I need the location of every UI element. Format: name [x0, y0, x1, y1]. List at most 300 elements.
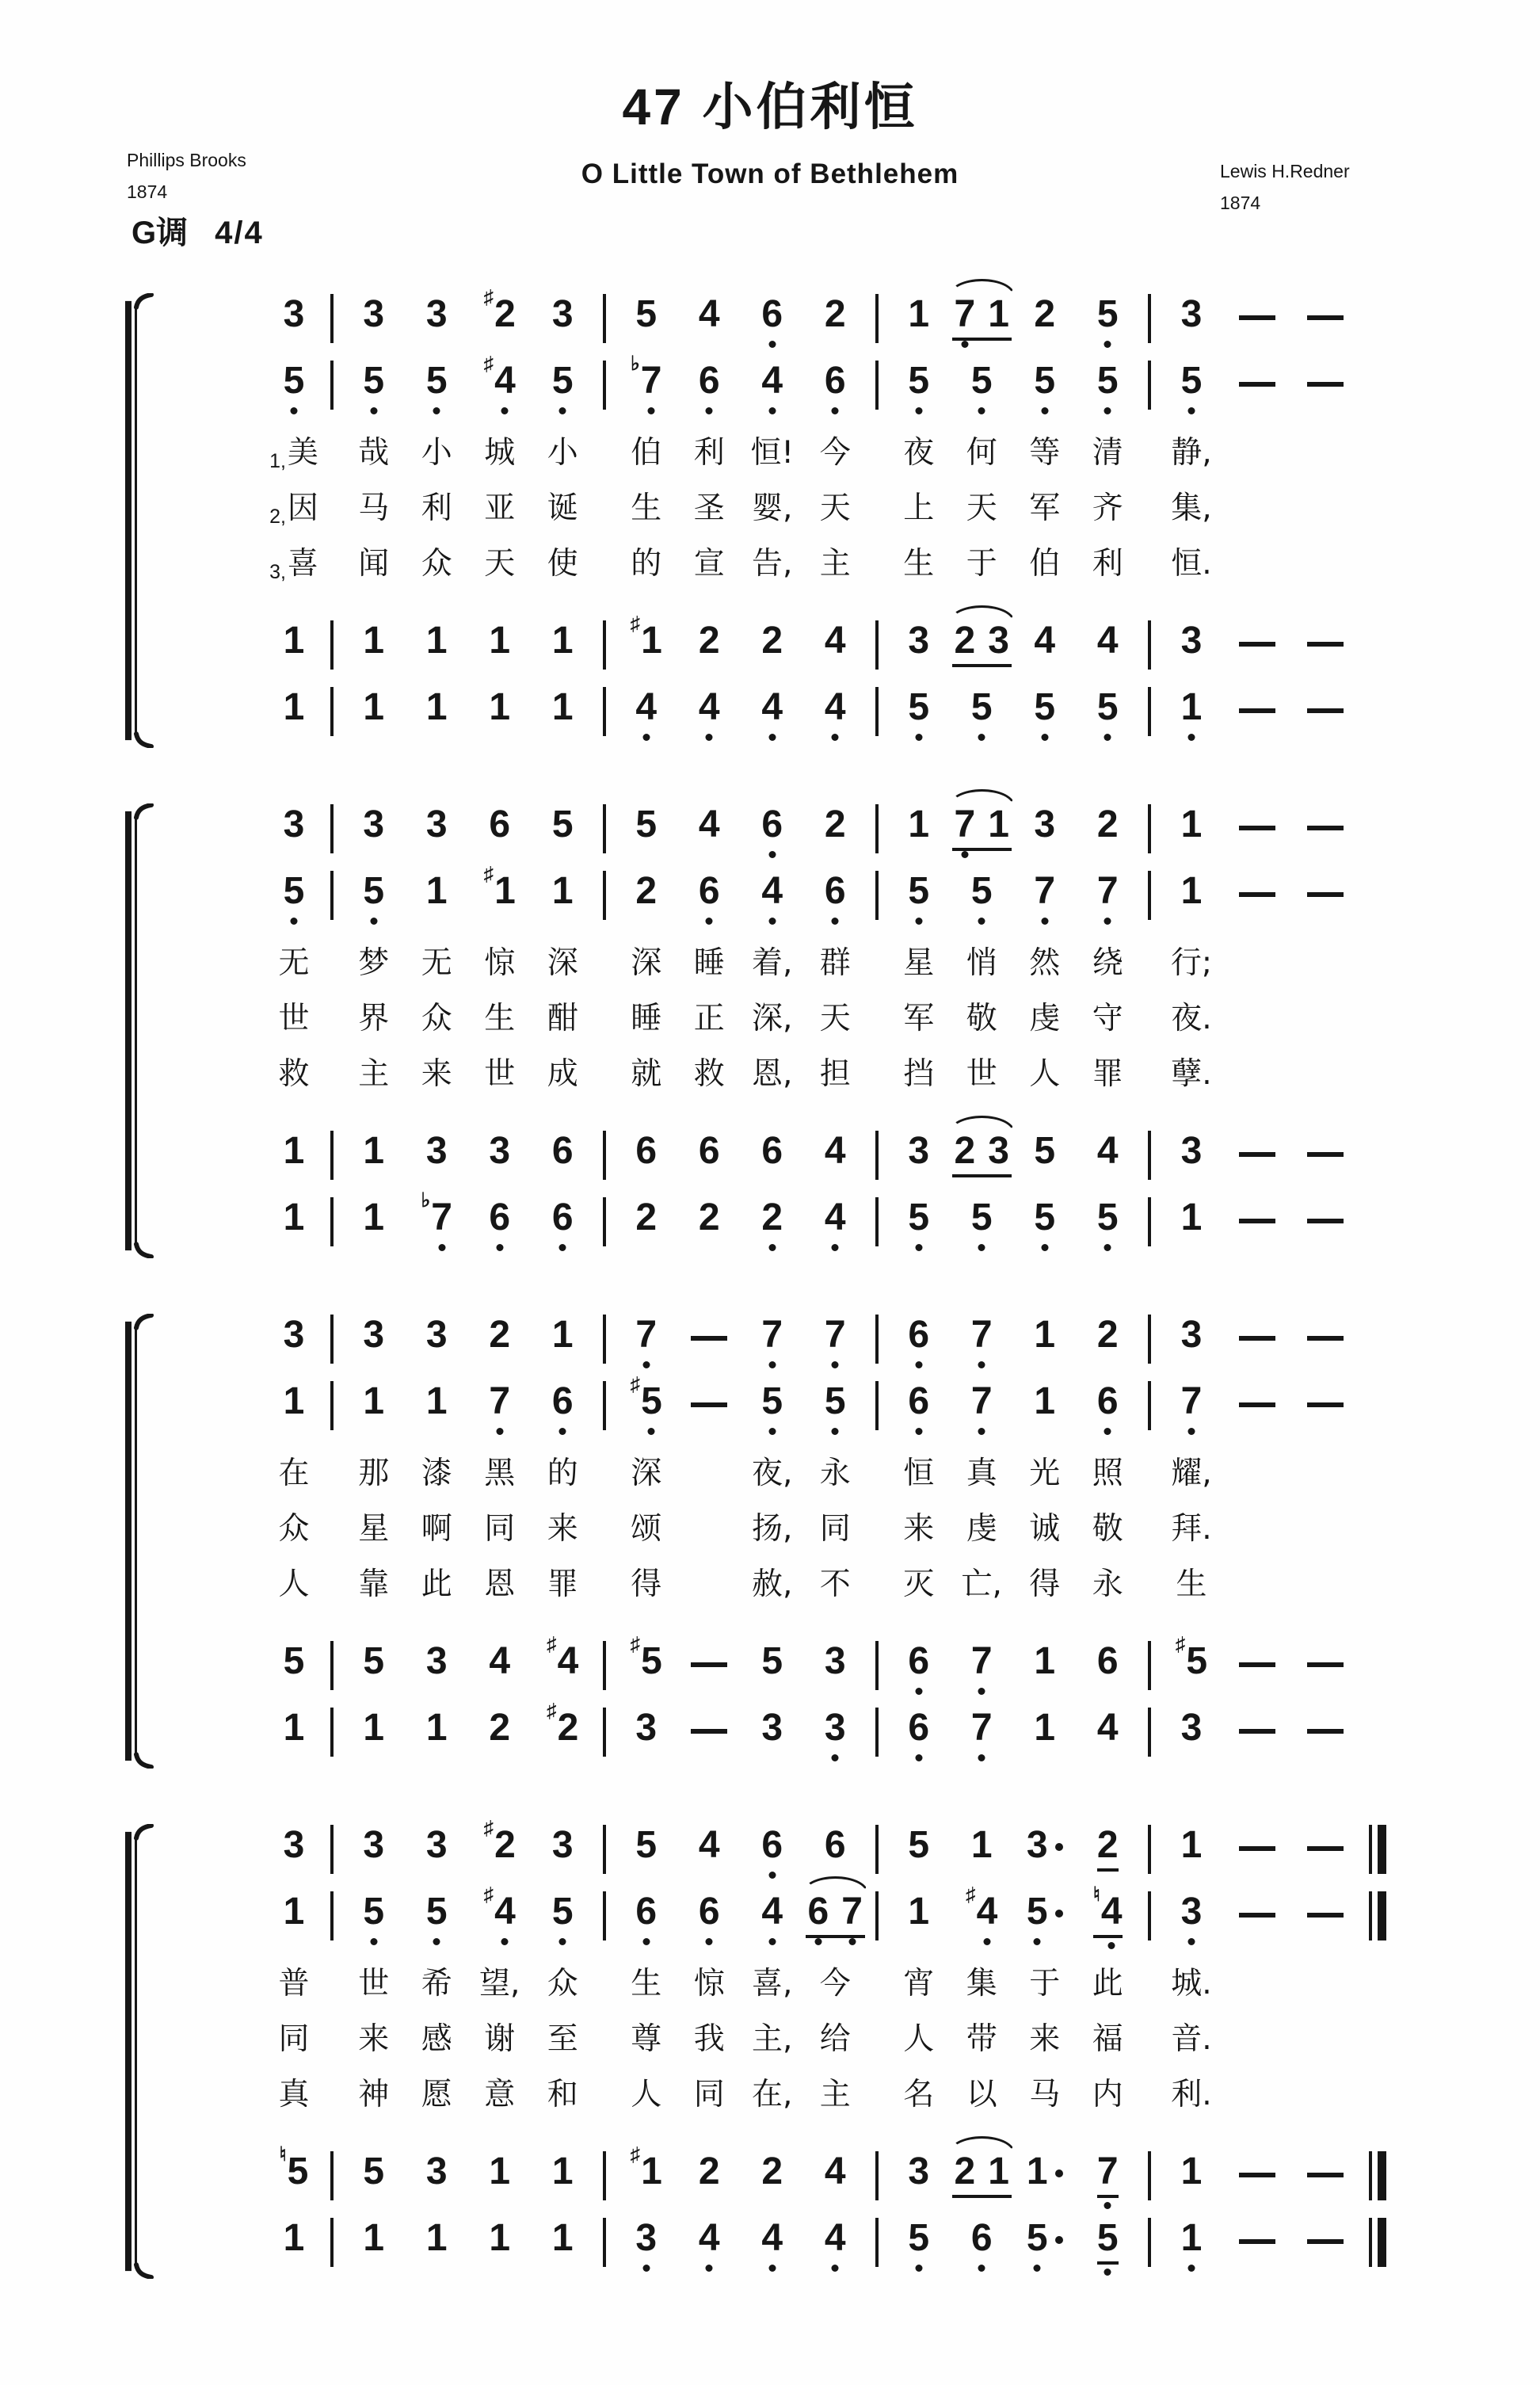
lyric-syllable: 和 — [547, 2077, 578, 2112]
note-digit-wrap — [1186, 1640, 1207, 1683]
note — [631, 353, 662, 403]
note-3 — [1034, 803, 1055, 846]
note-4 — [761, 2217, 783, 2260]
note-digit-wrap — [908, 686, 929, 729]
note-digit: 1 — [908, 1891, 930, 1933]
note — [908, 1314, 929, 1357]
low-octave-dot — [768, 341, 776, 348]
note-4 — [1097, 620, 1119, 662]
barline — [875, 1315, 879, 1364]
note-cell — [342, 1705, 406, 1772]
note-1 — [908, 293, 929, 336]
note-digit-wrap — [971, 686, 993, 729]
duration-dash — [1307, 642, 1344, 647]
low-octave-dot — [642, 1938, 650, 1945]
note-digit: 5 — [1026, 1891, 1048, 1933]
composer-name: Lewis H.Redner — [1220, 161, 1350, 181]
dash-cell — [1223, 2215, 1291, 2282]
note-digit: 2 — [761, 620, 783, 662]
low-octave-dot — [915, 1428, 922, 1435]
empty-cell — [1223, 1563, 1291, 1618]
barline — [875, 1197, 879, 1246]
note-digit: 6 — [551, 1130, 574, 1172]
note-digit: 6 — [908, 1640, 930, 1682]
low-octave-dot — [832, 918, 839, 925]
note-digit: 3 — [283, 293, 305, 335]
empty-cell — [1223, 1452, 1291, 1507]
note — [1181, 620, 1203, 662]
lyric-syllable: 众 — [421, 546, 452, 582]
note-cell — [951, 1379, 1014, 1445]
note-4 — [966, 1883, 998, 1933]
note-2 — [761, 1196, 783, 1239]
note — [489, 2150, 510, 2193]
note — [1034, 1130, 1055, 1173]
empty-cell — [594, 1052, 615, 1108]
note-1 — [363, 686, 384, 729]
low-octave-dot — [915, 918, 922, 925]
note-cell — [615, 1705, 678, 1772]
dash-cell — [1223, 2149, 1291, 2215]
note-digit-wrap — [558, 1640, 579, 1683]
lyric-syllable: 静, — [1171, 435, 1212, 471]
note-digit: 5 — [1096, 360, 1119, 402]
dash-cell — [1223, 802, 1291, 868]
note-digit-wrap — [971, 1824, 993, 1867]
lyric-syllable: 小 — [421, 435, 452, 471]
barline-cell — [1139, 2149, 1160, 2215]
note-3 — [489, 1130, 510, 1173]
lyric-syllable: 同 — [484, 1511, 516, 1547]
note-digit-wrap — [489, 686, 510, 729]
note-cell — [1013, 2149, 1077, 2215]
note-cell — [532, 1700, 595, 1772]
note-digit: 3 — [283, 1314, 305, 1356]
note-cell — [804, 685, 867, 751]
duration-dash — [1239, 1662, 1275, 1667]
barline-cell — [1139, 1312, 1160, 1379]
barline — [603, 1825, 606, 1874]
note-4 — [699, 2217, 720, 2260]
barline — [603, 1641, 606, 1690]
note-5 — [1034, 360, 1055, 403]
note-2 — [489, 1707, 510, 1750]
dash-cell — [1223, 618, 1291, 685]
note-digit: 5 — [761, 1640, 783, 1682]
note-cell — [1077, 802, 1140, 868]
note-digit-wrap — [363, 1314, 384, 1357]
note-cell — [804, 292, 867, 358]
note-digit: 1 — [425, 870, 448, 912]
note-cell — [615, 2143, 678, 2215]
note-digit: 6 — [635, 1130, 658, 1172]
note-digit: 2 — [1096, 803, 1119, 845]
note-cell — [678, 2215, 741, 2282]
low-octave-dot — [1104, 918, 1111, 925]
dash-cell — [1223, 868, 1291, 935]
duration-dash — [1307, 2173, 1344, 2177]
note — [1034, 803, 1055, 846]
verse-number: 2, — [269, 505, 286, 528]
note-7 — [825, 1314, 846, 1357]
note-digit: 4 — [1096, 1707, 1119, 1749]
note-digit: 1 — [1180, 870, 1203, 912]
dash-cell — [678, 1639, 741, 1705]
barline — [1148, 1315, 1151, 1364]
note-cell — [951, 2149, 1014, 2215]
barline — [1148, 687, 1151, 736]
note-digit: 6 — [761, 1130, 783, 1172]
empty-cell — [1291, 487, 1359, 542]
note-digit-wrap — [489, 1380, 510, 1423]
note-cell — [1013, 1822, 1077, 1889]
note-digit: 1 — [494, 870, 516, 912]
empty-cell — [322, 1052, 342, 1108]
note-digit: 5 — [761, 1380, 783, 1422]
note-digit-wrap — [908, 1196, 929, 1239]
note-digit-wrap — [908, 1314, 929, 1357]
note-6 — [1097, 1380, 1119, 1423]
dash-cell — [1223, 1128, 1291, 1195]
barline-cell — [867, 1889, 887, 1956]
note-digit-wrap — [489, 1640, 510, 1683]
note-cell — [887, 1889, 951, 1956]
dash-cell — [1223, 1889, 1291, 1956]
note-digit-wrap — [284, 803, 305, 846]
note-digit-wrap — [699, 1824, 720, 1867]
note-digit-wrap — [426, 360, 448, 403]
note-digit: 3 — [425, 1130, 448, 1172]
note-digit: 1 — [551, 620, 574, 662]
barline — [1148, 1891, 1151, 1940]
low-octave-dot — [832, 2265, 839, 2272]
syllable-text: 喜 — [287, 546, 318, 582]
lyric-syllable: 哉 — [358, 435, 390, 471]
note-digit: 4 — [1100, 1891, 1123, 1933]
note-cell — [804, 1128, 867, 1195]
lyric-syllable: 马 — [1029, 2077, 1061, 2112]
sharp-accidental: ♯ — [630, 2143, 641, 2166]
note-digit-wrap — [971, 1380, 993, 1423]
note-digit: 5 — [551, 1891, 574, 1933]
lyric-syllable: 生 — [484, 1001, 516, 1036]
note-cell — [887, 685, 951, 751]
note-digit: 2 — [698, 620, 720, 662]
note-digit-wrap — [426, 1130, 448, 1173]
note-digit-wrap — [1097, 360, 1119, 403]
note-cell — [887, 1639, 951, 1705]
note-cell — [266, 1705, 322, 1772]
soprano-line — [266, 1312, 1396, 1379]
barline — [330, 2218, 334, 2267]
note-digit-wrap — [955, 293, 976, 336]
barline-cell — [1139, 358, 1160, 425]
note-1 — [363, 620, 384, 662]
lyric-syllable: 诚 — [1029, 1511, 1061, 1547]
note-digit: 3 — [1180, 1130, 1203, 1172]
lyric-syllable: 上 — [903, 490, 935, 526]
note-digit-wrap — [552, 1314, 574, 1357]
note-3 — [1181, 293, 1203, 336]
note-1 — [284, 1380, 305, 1423]
note-digit: 1 — [551, 2217, 574, 2259]
low-octave-dot — [370, 407, 377, 414]
lyric-syllable: 永 — [819, 1456, 851, 1491]
note-cell — [266, 1195, 322, 1261]
lyric-syllable — [266, 542, 322, 597]
note-digit: 2 — [1096, 1824, 1119, 1866]
note-digit: 3 — [283, 1824, 305, 1866]
note-4 — [825, 1196, 846, 1239]
final-barline-thick — [1378, 1825, 1386, 1874]
barline — [875, 1825, 879, 1874]
low-octave-dot — [648, 407, 655, 414]
empty-cell — [1291, 1962, 1359, 2017]
note — [363, 870, 384, 913]
low-octave-dot — [961, 851, 968, 858]
lyric-syllable: 内 — [1092, 2077, 1123, 2112]
empty-cell — [867, 1507, 887, 1563]
lyric-syllable: 世 — [358, 1966, 390, 2001]
verse-1-lyrics — [266, 1452, 1396, 1507]
empty-cell — [1139, 2017, 1160, 2073]
low-octave-dot — [978, 1754, 985, 1761]
note — [971, 1380, 993, 1423]
lyric-syllable: 众 — [278, 1511, 310, 1547]
note-digit-wrap — [825, 360, 846, 403]
empty-cell — [594, 1507, 615, 1563]
note-6 — [908, 1380, 929, 1423]
note-digit-wrap — [552, 803, 574, 846]
note — [552, 1130, 574, 1173]
low-octave-dot — [768, 918, 776, 925]
low-octave-dot — [1104, 2269, 1111, 2276]
barline — [1148, 1641, 1151, 1690]
note-digit-wrap — [489, 2217, 510, 2260]
low-octave-dot — [501, 407, 509, 414]
low-octave-dot — [706, 407, 713, 414]
low-octave-dot — [433, 1938, 440, 1945]
note-4 — [761, 686, 783, 729]
note-3 — [825, 1640, 846, 1683]
note — [1034, 870, 1055, 913]
note-digit: 5 — [363, 870, 385, 912]
note-digit-wrap — [971, 1196, 993, 1239]
low-octave-dot — [642, 1361, 650, 1368]
note — [1097, 620, 1119, 662]
barline — [330, 1825, 334, 1874]
note-digit-wrap — [431, 1196, 452, 1239]
tenor-line — [266, 2143, 1396, 2215]
note — [284, 1707, 305, 1750]
note-digit: 5 — [1096, 686, 1119, 728]
note-digit: 1 — [283, 620, 305, 662]
lyric-syllable: 深 — [547, 945, 578, 981]
note-cell — [342, 868, 406, 935]
note — [284, 2217, 305, 2260]
empty-cell — [1223, 997, 1291, 1052]
note-6 — [761, 1130, 783, 1173]
note-1 — [426, 2217, 448, 2260]
alto-line — [266, 353, 1396, 425]
note — [1097, 1707, 1119, 1750]
final-barline-thick — [1378, 2151, 1386, 2200]
sharp-accidental: ♯ — [966, 1883, 976, 1906]
note-digit: 1 — [283, 2217, 305, 2259]
note — [908, 2150, 929, 2193]
note-digit: 5 — [641, 1380, 662, 1422]
note-cell — [468, 1379, 532, 1445]
lyric-syllable: 同 — [693, 2077, 725, 2112]
note-1 — [489, 686, 510, 729]
empty-cell — [1223, 2017, 1291, 2073]
lyric-syllable: 无 — [421, 945, 452, 981]
note-cell — [406, 685, 469, 751]
note — [635, 293, 657, 336]
dash-cell — [1223, 292, 1291, 358]
note-6 — [808, 1891, 829, 1933]
note-cell — [1077, 358, 1140, 425]
note-digit-wrap — [699, 620, 720, 662]
note-digit-wrap — [1027, 2217, 1048, 2260]
lyric-syllable: 人 — [903, 2021, 935, 2057]
note-cell — [1013, 868, 1077, 935]
note-digit-wrap — [489, 1707, 510, 1750]
note-digit-wrap — [761, 1314, 783, 1357]
note-digit-wrap — [552, 2217, 574, 2260]
empty-cell — [1291, 1052, 1359, 1108]
lyric-syllable: 成 — [547, 1056, 578, 1092]
note-digit-wrap — [1097, 870, 1119, 913]
note-digit: 7 — [1034, 870, 1056, 912]
note-6 — [908, 1640, 929, 1683]
note-digit: 3 — [1180, 1707, 1203, 1749]
note-cell — [342, 1379, 406, 1445]
note-1 — [489, 620, 510, 662]
dash-cell — [1291, 358, 1359, 425]
note-5 — [1034, 1196, 1055, 1239]
barline — [330, 361, 334, 410]
lyric-syllable: 齐 — [1092, 490, 1123, 526]
note-cell — [615, 1312, 678, 1379]
sharp-accidental: ♯ — [630, 1633, 641, 1655]
note-digit-wrap — [908, 1824, 929, 1867]
note-cell — [1077, 2149, 1140, 2215]
empty-cell — [594, 1962, 615, 2017]
low-octave-dot — [978, 2265, 985, 2272]
note-3 — [426, 2150, 448, 2193]
note-digit: 5 — [635, 293, 658, 335]
note-digit: 2 — [698, 2150, 720, 2192]
lyric-syllable: 恩, — [752, 1056, 793, 1092]
note — [483, 353, 516, 403]
note-digit-wrap — [489, 803, 510, 846]
empty-cell — [1359, 802, 1396, 868]
note-digit-wrap — [971, 2217, 993, 2260]
dash-cell — [1291, 1639, 1359, 1705]
note-digit-wrap — [426, 1640, 448, 1683]
note-3 — [363, 803, 384, 846]
barline-cell — [594, 2215, 615, 2282]
note-digit: 7 — [970, 1640, 993, 1682]
note-1 — [1034, 1380, 1055, 1423]
empty-cell — [1291, 1507, 1359, 1563]
note-digit: 4 — [824, 686, 846, 728]
note-7 — [1034, 870, 1055, 913]
barline-cell — [1139, 1705, 1160, 1772]
low-octave-dot — [768, 2265, 776, 2272]
note-digit: 6 — [698, 1130, 720, 1172]
note-digit-wrap — [284, 1314, 305, 1357]
note-digit-wrap — [284, 1380, 305, 1423]
note-digit-wrap — [955, 620, 976, 662]
note-5 — [279, 2143, 309, 2193]
note-5 — [761, 1640, 783, 1683]
note-cell — [1077, 1822, 1140, 1889]
note-digit: 2 — [824, 293, 846, 335]
low-octave-dot — [370, 1938, 377, 1945]
note-digit: 5 — [641, 1640, 662, 1682]
syllable-text: 因 — [287, 490, 318, 526]
lyric-syllable: 永 — [1092, 1566, 1123, 1602]
barline-cell — [322, 1822, 342, 1889]
note — [761, 1707, 783, 1750]
note — [1092, 1883, 1123, 1938]
note-digit: 2 — [1034, 293, 1056, 335]
note — [421, 1189, 453, 1239]
note — [630, 1633, 662, 1683]
system-3 — [119, 1312, 1396, 1772]
note-digit: 2 — [1096, 1314, 1119, 1356]
note-digit-wrap — [908, 1130, 929, 1173]
note — [1097, 360, 1119, 403]
note-5 — [363, 2150, 384, 2193]
low-octave-dot — [978, 1244, 985, 1251]
lyric-syllable: 利. — [1171, 2077, 1212, 2112]
barline-cell — [594, 802, 615, 868]
note — [908, 1380, 929, 1423]
note-digit-wrap — [284, 2217, 305, 2260]
note-digit-wrap — [1097, 620, 1119, 662]
sharp-accidental: ♯ — [1175, 1633, 1186, 1655]
low-octave-dot — [642, 2265, 650, 2272]
note-1 — [1181, 1196, 1203, 1239]
note-digit-wrap — [426, 1824, 448, 1867]
note-digit-wrap — [1027, 2150, 1048, 2193]
note-digit: 3 — [1034, 803, 1056, 845]
note — [1181, 1314, 1203, 1357]
note-digit: 5 — [824, 1380, 846, 1422]
note — [363, 686, 384, 729]
empty-cell — [594, 941, 615, 997]
lyric-syllable: 利 — [1092, 546, 1123, 582]
note-digit: 7 — [635, 1314, 658, 1356]
note-3 — [988, 1130, 1009, 1173]
lyric-syllable: 界 — [358, 1001, 390, 1036]
note-digit-wrap — [699, 803, 720, 846]
note-4 — [825, 620, 846, 662]
note-cell — [532, 2149, 595, 2215]
note-7 — [1097, 870, 1119, 913]
note — [971, 870, 993, 913]
note-1 — [988, 293, 1009, 336]
note-cell — [266, 1312, 322, 1379]
barline-cell — [322, 802, 342, 868]
note — [825, 686, 846, 729]
barline-cell — [1139, 685, 1160, 751]
lyric-syllable: 照 — [1092, 1456, 1123, 1491]
note-digit: 4 — [1034, 620, 1056, 662]
